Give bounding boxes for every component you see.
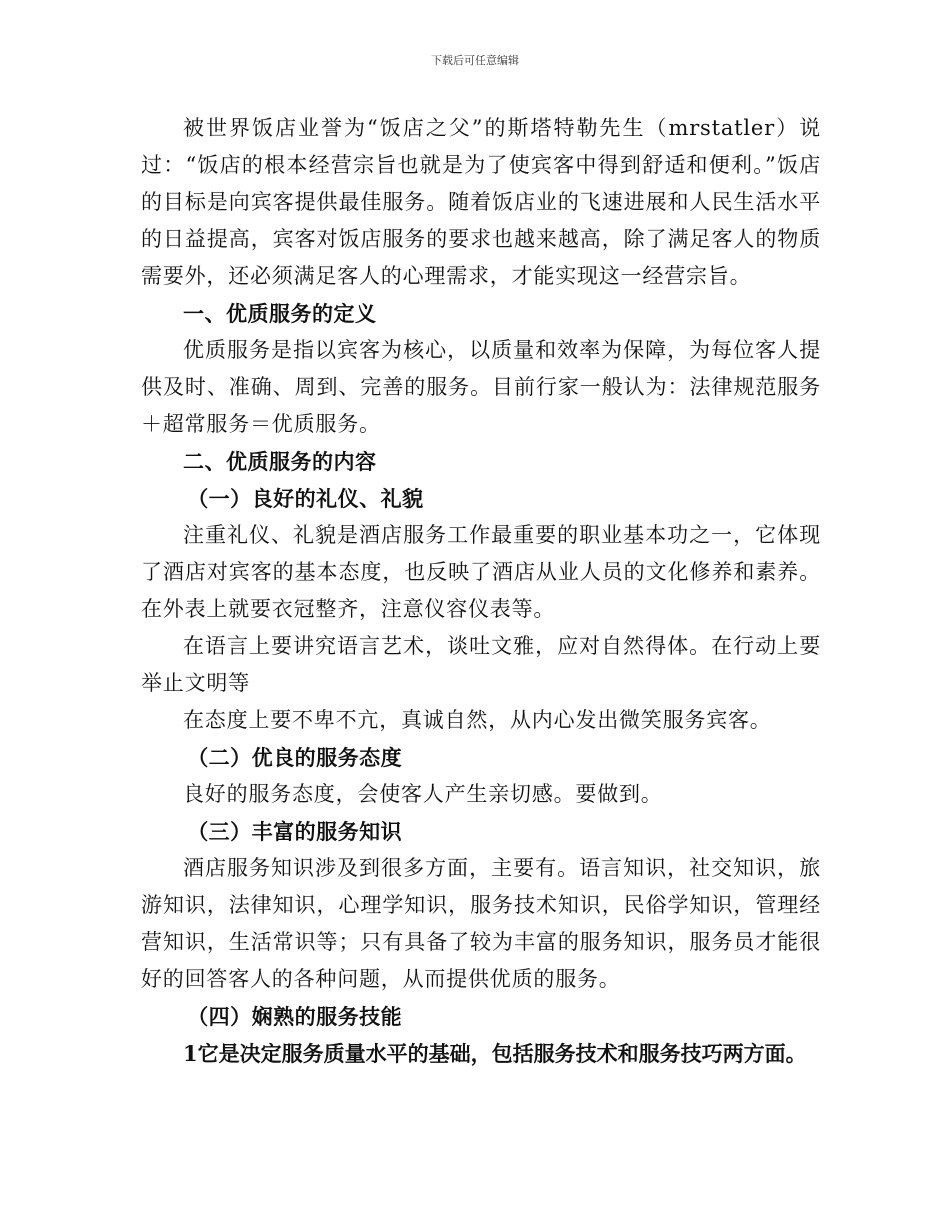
- section-1-paragraph: 优质服务是指以宾客为核心，以质量和效率为保障，为每位客人提供及时、准确、周到、完善的服务。目前行家一般认为：法律规范服务＋超常服务＝优质服务。: [141, 338, 821, 436]
- subsection-2-paragraph: 良好的服务态度，会使客人产生亲切感。要做到。: [183, 782, 663, 806]
- intro-paragraph: 被世界饭店业誉为“饭店之父”的斯塔特勒先生（mrstatler）说过：“饭店的根本经营宗旨也就是为了使宾客中得到舒适和便利。”饭店的目标是向宾客提供最佳服务。随着饭店业的飞速进展和人民生活水平的日益提高，宾客对饭店服务的要求也越来越高，除了满足客人的物质需要外，还必须满足客人的心理需求，才能实现这一经营宗旨。: [141, 116, 821, 288]
- section-1-heading: 一、优质服务的定义: [183, 301, 377, 326]
- subsection-1-paragraph-2: 在语言上要讲究语言艺术，谈吐文雅，应对自然得体。在行动上要举止文明等: [141, 634, 821, 695]
- subsection-4-paragraph: 1它是决定服务质量水平的基础，包括服务技术和服务技巧两方面。: [183, 1041, 807, 1066]
- subsection-4-heading: （四）娴熟的服务技能: [187, 1004, 403, 1029]
- document-body: [141, 110, 821, 1072]
- subsection-3-paragraph: 酒店服务知识涉及到很多方面，主要有。语言知识，社交知识，旅游知识，法律知识，心理学知识，服务技术知识，民俗学知识，管理经营知识，生活常识等；只有具备了较为丰富的服务知识，服务员才能很好的回答客人的各种问题，从而提供优质的服务。: [141, 856, 821, 991]
- subsection-1-heading: （一）良好的礼仪、礼貌: [187, 486, 424, 511]
- subsection-1-paragraph-3: 在态度上要不卑不亢，真诚自然，从内心发出微笑服务宾客。: [183, 708, 772, 732]
- subsection-3-heading: （三）丰富的服务知识: [187, 819, 403, 844]
- subsection-2-heading: （二）优良的服务态度: [187, 745, 403, 770]
- section-2-heading: 二、优质服务的内容: [183, 449, 377, 474]
- subsection-1-paragraph-1: 注重礼仪、礼貌是酒店服务工作最重要的职业基本功之一，它体现了酒店对宾客的基本态度，也反映了酒店从业人员的文化修养和素养。在外表上就要衣冠整齐，注意仪容仪表等。: [141, 523, 821, 621]
- page-header-note: 下载后可任意编辑: [431, 54, 519, 67]
